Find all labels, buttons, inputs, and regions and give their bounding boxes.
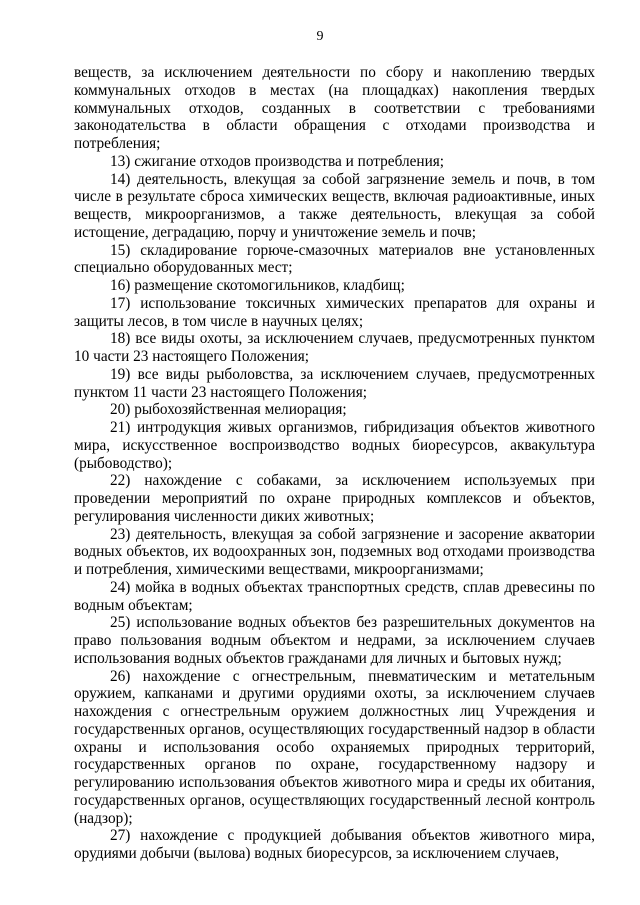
paragraph-continuation: веществ, за исключением деятельности по сбору и накоплению твердых коммунальных отходов в местах (на площадках) накопления твердых коммунальных отходов, созданных в соответствии с требованиями законодательства в области обращения с отходами производства и потребления; [74, 64, 595, 152]
paragraph-item-14: 14) деятельность, влекущая за собой загрязнение земель и почв, в том числе в результате сброса химических веществ, включая радиоактивные, иных веществ, микроорганизмов, а также деятельность, влекущая за собой истощение, деградацию, порчу и уничтожение земель и почв; [74, 170, 595, 241]
paragraph-item-27: 27) нахождение с продукцией добывания объектов животного мира, орудиями добычи (вылова) водных биоресурсов, за исключением случаев, [74, 827, 595, 862]
paragraph-item-19: 19) все виды рыболовства, за исключением случаев, предусмотренных пунктом 11 части 23 настоящего Положения; [74, 365, 595, 401]
paragraph-item-25: 25) использование водных объектов без разрешительных документов на право пользования водным объектом и недрами, за исключением случаев использования водных объектов гражданами для личных и бытовых нужд; [74, 614, 595, 667]
paragraph-item-18: 18) все виды охоты, за исключением случаев, предусмотренных пунктом 10 части 23 настоящего Положения; [74, 330, 595, 365]
paragraph-item-17: 17) использование токсичных химических препаратов для охраны и защиты лесов, в том числе в научных целях; [74, 294, 595, 330]
paragraph-item-21: 21) интродукция живых организмов, гибридизация объектов животного мира, искусственное воспроизводство водных биоресурсов, аквакультура (рыбоводство); [74, 419, 595, 472]
paragraph-item-24: 24) мойка в водных объектах транспортных средств, сплав древесины по водным объектам; [74, 578, 595, 614]
document-body [74, 64, 595, 863]
paragraph-item-22: 22) нахождение с собаками, за исключением используемых при проведении мероприятий по охране природных комплексов и объектов, регулирования численности диких животных; [74, 472, 595, 525]
paragraph-item-13: 13) сжигание отходов производства и потребления; [110, 152, 445, 170]
paragraph-item-15: 15) складирование горюче-смазочных материалов вне установленных специально оборудованных мест; [74, 241, 595, 277]
paragraph-item-23: 23) деятельность, влекущая за собой загрязнение и засорение акватории водных объектов, их водоохранных зон, подземных вод отходами производства и потребления, химическими веществами, микроорганизмами; [74, 525, 595, 578]
paragraph-item-20: 20) рыбохозяйственная мелиорация; [110, 401, 347, 419]
paragraph-item-16: 16) размещение скотомогильников, кладбищ; [110, 277, 405, 294]
paragraph-item-26: 26) нахождение с огнестрельным, пневматическим и метательным оружием, капканами и другими орудиями охоты, за исключением случаев нахождения с огнестрельным оружием должностных лиц Учреждения и государственных органов, осуществляющих государственный надзор в области охраны и использования особо охраняемых природных территорий, государственных органов по охране, государственному надзору и регулированию использования объектов животного мира и среды их обитания, государственных органов, осуществляющих государственный лесной контроль (надзор); [74, 667, 595, 827]
page-number: 9 [316, 29, 324, 44]
